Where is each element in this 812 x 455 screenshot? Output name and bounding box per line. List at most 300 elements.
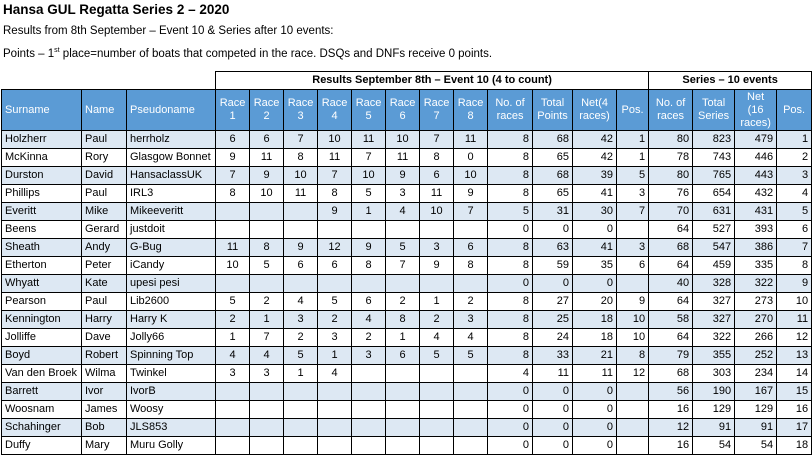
table-cell <box>318 383 352 401</box>
table-cell: Spinning Top <box>127 347 216 365</box>
table-cell: 266 <box>735 329 777 347</box>
table-cell <box>284 419 318 437</box>
table-cell: 63 <box>533 239 573 257</box>
column-header: Pseudoname <box>127 90 216 131</box>
table-cell: 0 <box>533 221 573 239</box>
table-cell: 68 <box>533 131 573 149</box>
table-cell: 8 <box>318 185 352 203</box>
table-cell: 0 <box>573 437 617 455</box>
table-cell: 41 <box>573 185 617 203</box>
table-cell: Whyatt <box>2 275 82 293</box>
table-cell <box>386 419 420 437</box>
table-cell: 6 <box>454 239 488 257</box>
table-cell: 79 <box>649 347 693 365</box>
table-cell: 80 <box>649 131 693 149</box>
table-cell: upesi pesi <box>127 275 216 293</box>
table-cell: 9 <box>617 293 649 311</box>
table-cell: 1 <box>386 329 420 347</box>
group-header-series: Series – 10 events <box>649 72 812 90</box>
results-table <box>1 71 812 455</box>
table-cell <box>617 419 649 437</box>
table-cell: Paul <box>82 131 127 149</box>
table-cell: 322 <box>693 329 735 347</box>
table-cell: 5 <box>352 185 386 203</box>
table-row <box>2 203 812 221</box>
table-cell: 303 <box>693 365 735 383</box>
table-cell: 16 <box>649 437 693 455</box>
table-cell: 2 <box>420 311 454 329</box>
table-cell: 4 <box>352 311 386 329</box>
table-cell: 0 <box>488 221 533 239</box>
table-cell: 2 <box>250 293 284 311</box>
table-cell: 64 <box>649 329 693 347</box>
table-cell: 1 <box>617 149 649 167</box>
results-body <box>2 131 812 455</box>
column-header: Pos. <box>617 90 649 131</box>
page-title: Hansa GUL Regatta Series 2 – 2020 <box>3 2 230 17</box>
table-cell: Etherton <box>2 257 82 275</box>
table-cell: Andy <box>82 239 127 257</box>
table-cell: G-Bug <box>127 239 216 257</box>
points-note-suffix: place=number of boats that competed in the race. DSQs and DNFs receive 0 points. <box>59 47 493 60</box>
table-cell: 393 <box>735 221 777 239</box>
table-cell <box>250 275 284 293</box>
table-cell: 0 <box>488 401 533 419</box>
table-cell <box>352 419 386 437</box>
table-cell: 8 <box>284 149 318 167</box>
table-cell: 431 <box>735 203 777 221</box>
table-cell: 0 <box>573 383 617 401</box>
table-cell <box>386 275 420 293</box>
table-cell: 9 <box>420 257 454 275</box>
table-cell: 479 <box>735 131 777 149</box>
column-header: Net(4 races) <box>573 90 617 131</box>
table-cell: 64 <box>649 257 693 275</box>
table-cell: Robert <box>82 347 127 365</box>
table-cell: Paul <box>82 185 127 203</box>
table-row <box>2 293 812 311</box>
table-cell: IvorB <box>127 383 216 401</box>
table-cell <box>420 221 454 239</box>
table-cell: 9 <box>454 185 488 203</box>
table-cell: 4 <box>420 329 454 347</box>
table-cell: 386 <box>735 239 777 257</box>
table-cell: 335 <box>735 257 777 275</box>
table-cell: 654 <box>693 185 735 203</box>
table-cell: 8 <box>216 185 250 203</box>
table-cell: 18 <box>573 311 617 329</box>
table-cell: 1 <box>420 293 454 311</box>
table-cell: 0 <box>533 437 573 455</box>
table-cell <box>352 275 386 293</box>
table-cell: 3 <box>420 239 454 257</box>
table-cell <box>216 437 250 455</box>
table-cell: 1 <box>617 131 649 149</box>
table-cell: 631 <box>693 203 735 221</box>
table-cell: 40 <box>649 275 693 293</box>
table-cell: James <box>82 401 127 419</box>
column-header: Total Points <box>533 90 573 131</box>
table-cell: 6 <box>250 131 284 149</box>
table-cell: 27 <box>533 293 573 311</box>
table-cell <box>284 203 318 221</box>
column-header: Race 5 <box>352 90 386 131</box>
table-cell: Harry K <box>127 311 216 329</box>
table-cell: Harry <box>82 311 127 329</box>
table-row <box>2 167 812 185</box>
table-cell: 12 <box>649 419 693 437</box>
table-row <box>2 185 812 203</box>
column-header: Total Series <box>693 90 735 131</box>
table-cell <box>386 437 420 455</box>
table-cell: 33 <box>533 347 573 365</box>
table-cell: 35 <box>573 257 617 275</box>
table-cell: Bob <box>82 419 127 437</box>
table-cell: 1 <box>352 203 386 221</box>
table-cell: Beens <box>2 221 82 239</box>
table-cell: 54 <box>693 437 735 455</box>
table-cell: 234 <box>735 365 777 383</box>
table-cell: 78 <box>649 149 693 167</box>
table-cell: 10 <box>352 167 386 185</box>
table-cell: 13 <box>777 347 812 365</box>
column-header: Pos. <box>777 90 812 131</box>
group-header-event: Results September 8th – Event 10 (4 to count) <box>216 72 649 90</box>
table-cell: Van den Broek <box>2 365 82 383</box>
table-cell <box>216 383 250 401</box>
table-cell: 2 <box>454 293 488 311</box>
table-cell: McKinna <box>2 149 82 167</box>
table-cell: 76 <box>649 185 693 203</box>
table-cell: 4 <box>454 329 488 347</box>
table-cell: 10 <box>777 293 812 311</box>
table-cell: 355 <box>693 347 735 365</box>
table-cell: Woosy <box>127 401 216 419</box>
table-cell: 743 <box>693 149 735 167</box>
table-cell: 10 <box>454 167 488 185</box>
table-cell: 3 <box>617 239 649 257</box>
table-cell: 15 <box>777 383 812 401</box>
table-row <box>2 257 812 275</box>
table-cell <box>250 203 284 221</box>
table-cell: Schahinger <box>2 419 82 437</box>
table-row <box>2 383 812 401</box>
table-cell <box>454 275 488 293</box>
table-cell: 21 <box>573 347 617 365</box>
table-cell <box>386 221 420 239</box>
table-cell: 0 <box>573 401 617 419</box>
table-cell: Dave <box>82 329 127 347</box>
table-cell: 0 <box>488 383 533 401</box>
table-cell: Holzherr <box>2 131 82 149</box>
table-cell: 8 <box>488 239 533 257</box>
table-cell: 2 <box>318 311 352 329</box>
table-cell <box>284 275 318 293</box>
table-cell <box>420 365 454 383</box>
table-cell <box>454 365 488 383</box>
table-cell: 1 <box>250 311 284 329</box>
table-cell: 9 <box>386 167 420 185</box>
table-cell <box>216 275 250 293</box>
table-cell: 0 <box>454 149 488 167</box>
table-cell: 5 <box>284 347 318 365</box>
table-cell: 129 <box>693 401 735 419</box>
points-note-prefix: Points – 1 <box>3 47 55 60</box>
table-cell: 5 <box>488 203 533 221</box>
table-cell: Mike <box>82 203 127 221</box>
table-cell: 10 <box>284 167 318 185</box>
table-cell: 3 <box>777 167 812 185</box>
table-cell <box>386 383 420 401</box>
table-cell: 80 <box>649 167 693 185</box>
table-cell: 10 <box>318 131 352 149</box>
table-cell: 4 <box>284 293 318 311</box>
table-cell <box>617 383 649 401</box>
table-cell: 6 <box>420 167 454 185</box>
table-cell: IRL3 <box>127 185 216 203</box>
table-cell: 11 <box>386 149 420 167</box>
table-cell <box>617 437 649 455</box>
table-cell: 68 <box>649 365 693 383</box>
table-cell: 4 <box>488 365 533 383</box>
table-cell: Everitt <box>2 203 82 221</box>
table-cell: 8 <box>488 185 533 203</box>
table-row <box>2 221 812 239</box>
table-cell: 91 <box>693 419 735 437</box>
table-cell <box>216 401 250 419</box>
table-cell: 10 <box>420 203 454 221</box>
table-cell: 4 <box>216 347 250 365</box>
table-cell: 9 <box>250 167 284 185</box>
table-cell: 6 <box>352 293 386 311</box>
table-cell: 0 <box>533 419 573 437</box>
table-cell <box>352 365 386 383</box>
table-cell <box>216 419 250 437</box>
table-row <box>2 437 812 455</box>
table-cell: 5 <box>386 239 420 257</box>
table-cell <box>284 437 318 455</box>
table-row <box>2 419 812 437</box>
table-cell: 59 <box>533 257 573 275</box>
table-cell: 10 <box>250 185 284 203</box>
table-cell: 5 <box>617 167 649 185</box>
table-cell: 42 <box>573 131 617 149</box>
table-row <box>2 149 812 167</box>
table-cell: Muru Golly <box>127 437 216 455</box>
table-cell <box>284 401 318 419</box>
table-cell: 65 <box>533 149 573 167</box>
table-cell: 0 <box>488 275 533 293</box>
table-cell <box>420 383 454 401</box>
table-cell: 10 <box>617 329 649 347</box>
table-row <box>2 239 812 257</box>
table-cell <box>318 275 352 293</box>
table-cell: 823 <box>693 131 735 149</box>
table-cell: 7 <box>318 167 352 185</box>
table-cell: 10 <box>617 311 649 329</box>
table-cell: Phillips <box>2 185 82 203</box>
column-header: Surname <box>2 90 82 131</box>
table-cell: 58 <box>649 311 693 329</box>
table-cell: 6 <box>284 257 318 275</box>
column-header-row <box>2 90 812 131</box>
table-cell: Rory <box>82 149 127 167</box>
column-header: Name <box>82 90 127 131</box>
table-cell: 270 <box>735 311 777 329</box>
table-cell: 190 <box>693 383 735 401</box>
table-cell: 11 <box>573 365 617 383</box>
table-cell: 8 <box>488 293 533 311</box>
column-header: No. of races <box>488 90 533 131</box>
table-cell: 11 <box>284 185 318 203</box>
table-cell <box>386 365 420 383</box>
table-cell: 4 <box>386 203 420 221</box>
column-header: Net (16 races) <box>735 90 777 131</box>
column-header: Race 6 <box>386 90 420 131</box>
table-cell: 7 <box>617 203 649 221</box>
table-cell: 4 <box>250 347 284 365</box>
table-cell: Jolliffe <box>2 329 82 347</box>
table-cell: 9 <box>284 239 318 257</box>
table-cell: 327 <box>693 311 735 329</box>
table-cell: 7 <box>777 239 812 257</box>
column-header: Race 1 <box>216 90 250 131</box>
table-cell <box>216 221 250 239</box>
table-cell: 0 <box>573 275 617 293</box>
table-cell <box>454 419 488 437</box>
table-cell: Jolly66 <box>127 329 216 347</box>
table-row <box>2 401 812 419</box>
table-cell: 20 <box>573 293 617 311</box>
table-cell: 765 <box>693 167 735 185</box>
table-cell: 5 <box>216 293 250 311</box>
table-cell: Mikeeveritt <box>127 203 216 221</box>
table-cell: 129 <box>735 401 777 419</box>
table-cell: iCandy <box>127 257 216 275</box>
column-header: Race 2 <box>250 90 284 131</box>
points-note-sup: st <box>54 47 60 54</box>
table-cell: 5 <box>777 203 812 221</box>
table-cell: 3 <box>216 365 250 383</box>
table-cell: 6 <box>216 131 250 149</box>
table-cell: 8 <box>488 257 533 275</box>
table-row <box>2 131 812 149</box>
table-cell <box>250 383 284 401</box>
table-cell <box>386 401 420 419</box>
table-row <box>2 365 812 383</box>
table-cell: 4 <box>318 365 352 383</box>
table-cell: 56 <box>649 383 693 401</box>
table-cell: 8 <box>488 347 533 365</box>
table-cell: 10 <box>386 131 420 149</box>
table-cell <box>420 401 454 419</box>
table-cell: 2 <box>386 293 420 311</box>
table-cell <box>352 221 386 239</box>
table-cell: 11 <box>318 149 352 167</box>
table-cell: 8 <box>488 131 533 149</box>
table-cell: justdoit <box>127 221 216 239</box>
table-cell: 3 <box>617 185 649 203</box>
table-cell: Sheath <box>2 239 82 257</box>
table-cell: 547 <box>693 239 735 257</box>
column-header: Race 8 <box>454 90 488 131</box>
table-cell: Wilma <box>82 365 127 383</box>
table-cell: 8 <box>488 167 533 185</box>
table-cell: 527 <box>693 221 735 239</box>
table-cell: 7 <box>250 329 284 347</box>
table-cell: 459 <box>693 257 735 275</box>
table-cell: 167 <box>735 383 777 401</box>
table-cell: 432 <box>735 185 777 203</box>
group-header-blank <box>2 72 216 90</box>
table-cell: 0 <box>488 419 533 437</box>
table-cell: David <box>82 167 127 185</box>
table-cell: 4 <box>777 185 812 203</box>
table-cell: 12 <box>318 239 352 257</box>
results-subtitle: Results from 8th September – Event 10 & Series after 10 events: <box>3 25 334 37</box>
table-cell: 6 <box>617 257 649 275</box>
table-cell <box>420 275 454 293</box>
table-cell: 25 <box>533 311 573 329</box>
table-cell: 41 <box>573 239 617 257</box>
table-cell: 3 <box>318 329 352 347</box>
table-cell: 0 <box>573 419 617 437</box>
table-cell: 11 <box>352 131 386 149</box>
points-note <box>3 47 492 60</box>
table-cell <box>617 401 649 419</box>
group-header-row <box>2 72 812 90</box>
table-cell: Woosnam <box>2 401 82 419</box>
table-cell: herrholz <box>127 131 216 149</box>
table-cell: 18 <box>777 437 812 455</box>
column-header: Race 3 <box>284 90 318 131</box>
table-cell: 9 <box>777 275 812 293</box>
table-cell: 5 <box>454 347 488 365</box>
table-cell: 7 <box>352 149 386 167</box>
table-cell: 9 <box>318 203 352 221</box>
table-cell <box>284 221 318 239</box>
table-cell: 0 <box>573 221 617 239</box>
table-cell: 6 <box>386 347 420 365</box>
table-cell: Gerard <box>82 221 127 239</box>
table-cell: 7 <box>284 131 318 149</box>
table-row <box>2 347 812 365</box>
table-cell: 5 <box>318 293 352 311</box>
table-cell: 8 <box>420 149 454 167</box>
table-cell: 16 <box>777 401 812 419</box>
table-cell: 17 <box>777 419 812 437</box>
table-cell: 42 <box>573 149 617 167</box>
table-cell: Durston <box>2 167 82 185</box>
table-cell: 8 <box>250 239 284 257</box>
table-row <box>2 275 812 293</box>
table-cell: 2 <box>216 311 250 329</box>
table-cell <box>250 437 284 455</box>
table-cell: 8 <box>454 257 488 275</box>
table-cell: 3 <box>386 185 420 203</box>
table-cell: 68 <box>649 239 693 257</box>
table-cell: 1 <box>284 365 318 383</box>
table-cell: 3 <box>352 347 386 365</box>
table-cell <box>318 419 352 437</box>
table-cell: 70 <box>649 203 693 221</box>
table-cell: 6 <box>318 257 352 275</box>
table-cell: 9 <box>216 149 250 167</box>
table-cell: 8 <box>488 311 533 329</box>
table-cell: 7 <box>386 257 420 275</box>
table-cell: JLS853 <box>127 419 216 437</box>
table-cell: 12 <box>777 329 812 347</box>
